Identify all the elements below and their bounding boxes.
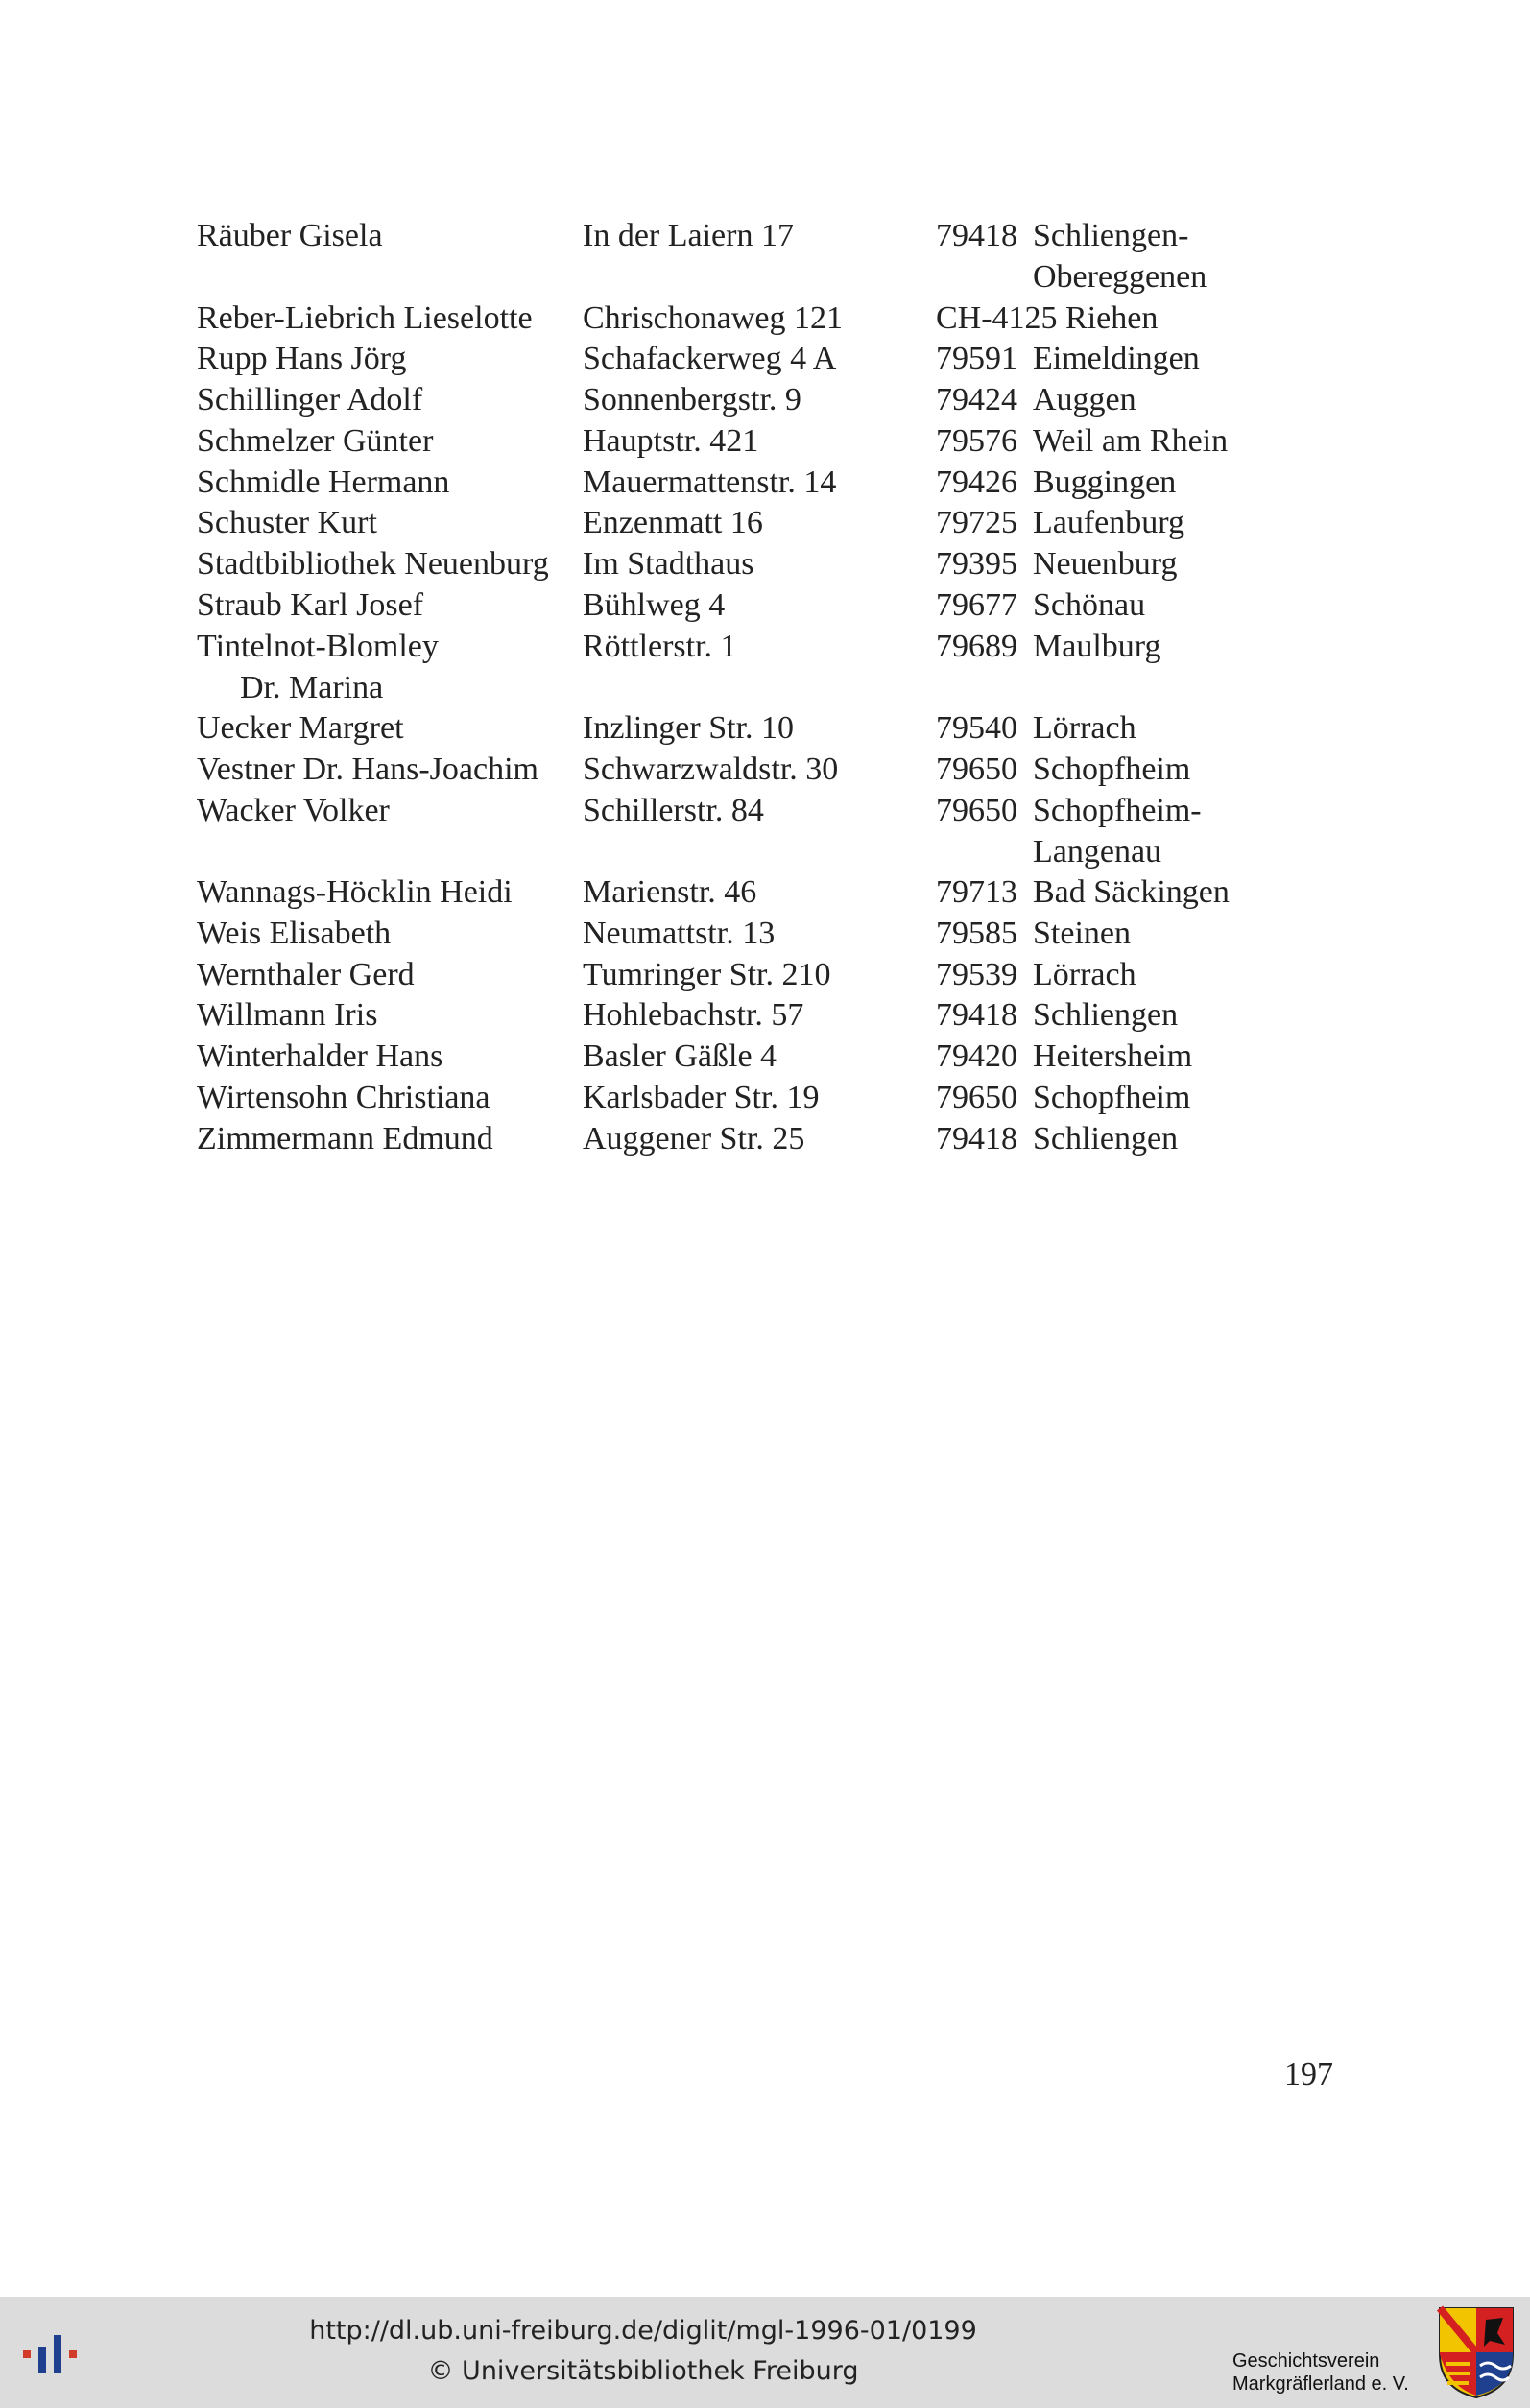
copyright-text: © Universitätsbibliothek Freiburg bbox=[427, 2356, 859, 2386]
city-name-line: Schopfheim bbox=[1033, 751, 1191, 787]
city-name bbox=[1033, 626, 1160, 667]
city-name-line: Bad Säckingen bbox=[1033, 874, 1230, 910]
street-address: Auggener Str. 25 bbox=[583, 1120, 805, 1156]
member-name-line: Uecker Margret bbox=[197, 710, 404, 746]
city-name bbox=[1033, 707, 1136, 749]
city-name bbox=[1033, 994, 1178, 1036]
city-name-line: Laufenburg bbox=[1033, 505, 1184, 541]
member-name-line: Räuber Gisela bbox=[197, 218, 383, 253]
member-name-line: Schuster Kurt bbox=[197, 505, 377, 541]
member-name-line: Stadtbibliothek Neuenburg bbox=[197, 546, 549, 582]
member-name bbox=[197, 543, 549, 584]
member-name bbox=[197, 462, 449, 503]
street-address: Im Stadthaus bbox=[583, 546, 754, 582]
member-name-line: Rupp Hans Jörg bbox=[197, 341, 407, 377]
city-name-line: Lörrach bbox=[1033, 710, 1136, 746]
city-name bbox=[1033, 1077, 1190, 1118]
city-name-line: Lörrach bbox=[1033, 956, 1136, 992]
member-name-line: Wannags-Höcklin Heidi bbox=[197, 874, 513, 910]
city-name bbox=[1033, 913, 1131, 954]
member-name-line: Tintelnot-Blomley bbox=[197, 628, 439, 664]
street-address: Enzenmatt 16 bbox=[583, 505, 763, 541]
city-name bbox=[1033, 584, 1145, 626]
postal-code: 79420 bbox=[936, 1038, 1017, 1074]
city-name-line: Langenau bbox=[1033, 833, 1162, 870]
city-name bbox=[1033, 379, 1136, 420]
member-name bbox=[197, 420, 433, 462]
member-name bbox=[197, 954, 415, 995]
street-address: In der Laiern 17 bbox=[583, 218, 794, 253]
member-name bbox=[197, 913, 391, 954]
member-name-line: Schillinger Adolf bbox=[197, 382, 423, 417]
member-name bbox=[197, 749, 538, 790]
city-name-line: Schliengen bbox=[1033, 1120, 1179, 1156]
postal-code: 79713 bbox=[936, 874, 1017, 910]
member-name bbox=[197, 790, 390, 831]
member-name bbox=[197, 1036, 442, 1077]
member-name bbox=[197, 584, 423, 626]
city-name-line: Schönau bbox=[1033, 586, 1146, 623]
postal-code: 79689 bbox=[936, 628, 1017, 664]
street-address: Schafackerweg 4 A bbox=[583, 341, 837, 377]
member-name-line: Winterhalder Hans bbox=[197, 1038, 443, 1074]
street-address: Bühlweg 4 bbox=[583, 586, 726, 623]
city-name-line: Buggingen bbox=[1033, 464, 1177, 500]
postal-code: 79650 bbox=[936, 751, 1017, 787]
member-name bbox=[197, 707, 404, 749]
member-name bbox=[197, 1077, 490, 1118]
street-address: Röttlerstr. 1 bbox=[583, 628, 737, 664]
postal-code: 79650 bbox=[936, 792, 1017, 828]
street-address: Inzlinger Str. 10 bbox=[583, 710, 795, 746]
member-name-line: Schmidle Hermann bbox=[197, 464, 450, 500]
postal-code: 79677 bbox=[936, 586, 1017, 623]
member-name-line: Wernthaler Gerd bbox=[197, 956, 415, 992]
street-address: Tumringer Str. 210 bbox=[583, 956, 831, 992]
member-name bbox=[197, 502, 377, 543]
postal-code: 79540 bbox=[936, 710, 1017, 746]
postal-code: 79539 bbox=[936, 956, 1017, 992]
city-name-line: Obereggenen bbox=[1033, 259, 1207, 295]
street-address: Schwarzwaldstr. 30 bbox=[583, 751, 839, 787]
member-name bbox=[197, 338, 407, 379]
member-name-line: Zimmermann Edmund bbox=[197, 1120, 493, 1156]
address-row bbox=[0, 1118, 1530, 1201]
street-address: Hauptstr. 421 bbox=[583, 422, 759, 459]
street-address: Marienstr. 46 bbox=[583, 874, 757, 910]
postal-code: 79418 bbox=[936, 997, 1017, 1034]
city-name bbox=[1033, 502, 1184, 543]
postal-code: 79725 bbox=[936, 505, 1017, 541]
street-address: Schillerstr. 84 bbox=[583, 792, 764, 828]
postal-code: 79591 bbox=[936, 341, 1017, 377]
member-name bbox=[197, 379, 422, 420]
member-name-line: Vestner Dr. Hans-Joachim bbox=[197, 751, 538, 787]
member-name bbox=[197, 994, 377, 1036]
coat-of-arms-icon bbox=[1436, 2304, 1517, 2400]
city-name-line: Neuenburg bbox=[1033, 546, 1178, 582]
street-address: Sonnenbergstr. 9 bbox=[583, 382, 801, 417]
member-name-line: Schmelzer Günter bbox=[197, 422, 434, 459]
address-row bbox=[0, 626, 1530, 708]
postal-code: 79426 bbox=[936, 464, 1017, 500]
postal-code: 79585 bbox=[936, 915, 1017, 951]
city-name-line: Auggen bbox=[1033, 382, 1136, 417]
postal-code: 79418 bbox=[936, 218, 1017, 253]
society-line-2: Markgräflerland e. V. bbox=[1232, 2373, 1409, 2395]
member-name bbox=[197, 1118, 493, 1159]
city-name bbox=[1033, 338, 1200, 379]
city-name bbox=[1033, 871, 1230, 913]
city-name-line: Steinen bbox=[1033, 915, 1131, 951]
city-name-line: Eimeldingen bbox=[1033, 341, 1200, 377]
member-name-line: Wacker Volker bbox=[197, 792, 390, 828]
city-name bbox=[1033, 1036, 1192, 1077]
city-name-line: Schliengen bbox=[1033, 997, 1179, 1034]
member-name bbox=[197, 215, 383, 256]
street-address: Hohlebachstr. 57 bbox=[583, 997, 804, 1034]
member-name bbox=[197, 871, 513, 913]
postal-code: 79576 bbox=[936, 422, 1017, 459]
city-name bbox=[1033, 420, 1228, 462]
library-logo-icon bbox=[19, 2316, 96, 2393]
postal-code: 79650 bbox=[936, 1079, 1017, 1115]
member-name bbox=[197, 626, 439, 708]
city-name-line: Schopfheim- bbox=[1033, 792, 1202, 828]
postal-code: 79395 bbox=[936, 546, 1017, 582]
postal-code: 79424 bbox=[936, 382, 1017, 417]
footer-bar bbox=[0, 2297, 1530, 2408]
member-name bbox=[197, 298, 533, 339]
postal-code: 79418 bbox=[936, 1120, 1017, 1156]
address-row bbox=[0, 790, 1530, 872]
city-name-line: Schopfheim bbox=[1033, 1079, 1191, 1115]
street-address: Karlsbader Str. 19 bbox=[583, 1079, 820, 1115]
city-name-line: Schliengen- bbox=[1033, 218, 1189, 253]
address-row bbox=[0, 215, 1530, 298]
city-name-line: Weil am Rhein bbox=[1033, 422, 1229, 459]
source-url[interactable]: http://dl.ub.uni-freiburg.de/diglit/mgl-1996-01/0199 bbox=[309, 2316, 977, 2346]
page-number: 197 bbox=[1284, 2057, 1333, 2092]
city-name bbox=[1033, 543, 1177, 584]
member-name-line: Weis Elisabeth bbox=[197, 915, 392, 951]
street-address: Chrischonaweg 121 bbox=[583, 299, 844, 336]
city-name-line: Heitersheim bbox=[1033, 1038, 1193, 1074]
city-name bbox=[1033, 954, 1136, 995]
member-name-line: Dr. Marina bbox=[240, 669, 384, 705]
member-name-line: Wirtensohn Christiana bbox=[197, 1079, 490, 1115]
member-name-line: Reber-Liebrich Lieselotte bbox=[197, 299, 533, 336]
street-address: Basler Gäßle 4 bbox=[583, 1038, 777, 1074]
member-name-line: Straub Karl Josef bbox=[197, 586, 424, 623]
member-name-line: Willmann Iris bbox=[197, 997, 378, 1034]
street-address: Mauermattenstr. 14 bbox=[583, 464, 837, 500]
street-address: Neumattstr. 13 bbox=[583, 915, 776, 951]
city-name bbox=[1033, 749, 1190, 790]
city-name bbox=[1033, 462, 1176, 503]
postal-code-city: CH-4125 Riehen bbox=[936, 299, 1159, 336]
city-name bbox=[1033, 215, 1207, 298]
city-name bbox=[1033, 1118, 1178, 1159]
society-line-1: Geschichtsverein bbox=[1232, 2350, 1380, 2372]
city-name bbox=[1033, 790, 1202, 872]
city-name-line: Maulburg bbox=[1033, 628, 1161, 664]
society-name bbox=[1232, 2349, 1409, 2396]
